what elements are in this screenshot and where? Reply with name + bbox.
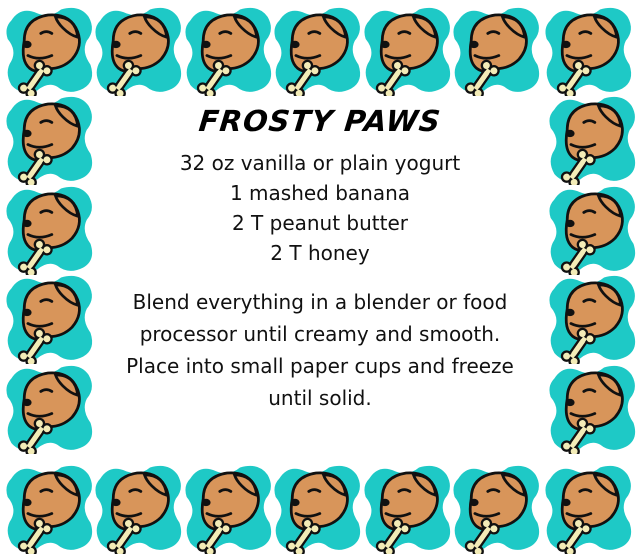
dog-with-bone-icon (543, 462, 635, 554)
dog-with-bone-icon (547, 93, 639, 185)
ingredient-item: 2 T peanut butter (231, 211, 409, 235)
dog-with-bone-icon (93, 462, 185, 554)
dog-with-bone-icon (93, 4, 185, 96)
dog-with-bone-icon (4, 362, 96, 454)
dog-with-bone-icon (543, 4, 635, 96)
recipe-title: FROSTY PAWS (197, 104, 443, 138)
dog-with-bone-icon (451, 4, 543, 96)
dog-with-bone-icon (362, 462, 454, 554)
dog-with-bone-icon (4, 4, 96, 96)
ingredient-item: 2 T honey (270, 241, 370, 265)
dog-with-bone-icon (183, 462, 275, 554)
dog-with-bone-icon (183, 4, 275, 96)
dog-with-bone-icon (451, 462, 543, 554)
ingredient-item: 32 oz vanilla or plain yogurt (179, 151, 461, 175)
dog-with-bone-icon (4, 272, 96, 364)
dog-with-bone-icon (362, 4, 454, 96)
recipe-content (100, 96, 540, 464)
dog-with-bone-icon (272, 4, 364, 96)
dog-with-bone-icon (4, 93, 96, 185)
recipe-instructions: Blend everything in a blender or food processor until creamy and smooth. Place into small paper cups and freeze until solid. (126, 290, 514, 410)
ingredient-item: 1 mashed banana (229, 181, 411, 205)
dog-with-bone-icon (272, 462, 364, 554)
dog-with-bone-icon (4, 183, 96, 275)
dog-with-bone-icon (547, 183, 639, 275)
dog-with-bone-icon (547, 272, 639, 364)
dog-with-bone-icon (4, 462, 96, 554)
dog-with-bone-icon (547, 362, 639, 454)
ingredient-list (100, 148, 540, 268)
